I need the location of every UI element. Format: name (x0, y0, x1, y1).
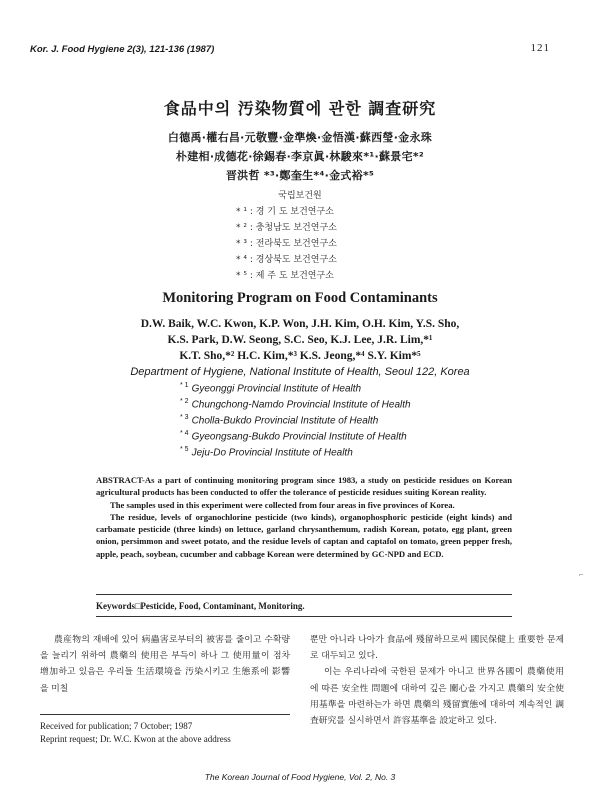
abstract-paragraph: The residue, levels of organochlorine pesticide (two kinds), organophosphoric pesticide (eight kinds) and carbamate pesticide (three kinds) on lettuce, garland chrysanthemum, radish Korean, potato, egg plant, green onion, persimmon and sweet potato, and the residue levels of captan and captafol on tomato, green pepper fresh, apple, peach, soybean, cucumber and cabbage Korean were determined by GC-NPD and ECD. (96, 511, 512, 559)
footnote-mark: * 4 (180, 430, 189, 437)
footnote-mark: * 1 (180, 382, 189, 389)
abstract-paragraph: The samples used in this experiment were collected from four areas in five provinces of Korea. (110, 499, 455, 510)
institute-name: Gyeongsang-Bukdo Provincial Institute of Health (191, 431, 407, 443)
body-paragraph: 農産物의 재배에 있어 病蟲害로부터의 被害를 줄이고 수확량을 늘리기 위하여 農藥의 使用은 부득이 하나 그 使用量이 점차 增加하고 있음은 우리들 生活環境을 汚染시키고 生態系에 影響을 미칠 (40, 635, 290, 694)
institute-line (180, 430, 407, 442)
footnote-mark: * 5 (180, 446, 189, 453)
body-left-column (40, 632, 290, 697)
body-paragraph: 뿐만 아니라 나아가 食品에 殘留하므로써 國民保健上 重要한 문제로 대두되고 있다. (310, 635, 564, 662)
korean-title: 食品中의 汚染物質에 관한 調査研究 (163, 99, 437, 118)
reprint-note: Reprint request; Dr. W.C. Kwon at the above address (40, 734, 231, 744)
margin-mark: ⌐ (579, 570, 584, 579)
footnote-divider (40, 714, 290, 715)
institute-line (180, 398, 411, 410)
institute-name: Gyeonggi Provincial Institute of Health (191, 383, 362, 395)
english-author-line: K.S. Park, D.W. Seong, S.C. Seo, K.J. Lee, J.R. Lim,*¹ (167, 334, 433, 346)
divider-line (96, 594, 512, 595)
received-note: Received for publication; 7 October; 1987 (40, 721, 193, 731)
keywords: Keywords□Pesticide, Food, Contaminant, Monitoring. (96, 601, 305, 611)
abstract-paragraph: ABSTRACT-As a part of continuing monitoring program since 1983, a study on pesticide residues on Korean agricultural products has been conducted to offer the tolerance of pesticide residues suiting Korean reality. (96, 475, 512, 498)
institute-line (180, 446, 353, 458)
institute-line (180, 414, 378, 426)
page-number: 121 (530, 42, 550, 54)
footnote-mark: * 2 (180, 398, 189, 405)
korean-sub-institute: * ³ : 전라북도 보건연구소 (236, 239, 337, 249)
korean-sub-institute: * ¹ : 경 기 도 보건연구소 (236, 207, 334, 217)
english-author-line: D.W. Baik, W.C. Kwon, K.P. Won, J.H. Kim, O.H. Kim, Y.S. Sho, (140, 318, 460, 330)
korean-sub-institute: * ⁵ : 제 주 도 보건연구소 (236, 271, 334, 281)
divider-line (96, 616, 512, 617)
english-title: Monitoring Program on Food Contaminants (162, 290, 438, 306)
department-affiliation: Department of Hygiene, National Institute of Health, Seoul 122, Korea (130, 366, 470, 378)
body-right-column (310, 632, 564, 729)
korean-author-line: 白德禹·權右昌·元敬豐·金準煥·金悟漢·蘇西瑩·金永珠 (167, 131, 433, 144)
body-paragraph: 이는 우리나라에 국한된 문제가 아니고 世界各國이 農藥使用에 따른 安全性 問題에 대하여 깊은 關心을 가지고 農藥의 安全使用基準을 마련하는가 하면 農藥의 殘留實態에 대하여 계속적인 調査研究를 실시하면서 許容基準을 設定하고 있다. (310, 667, 564, 727)
korean-institute: 국립보건원 (278, 191, 322, 201)
institute-name: Chungchong-Namdo Provincial Institute of Health (191, 399, 411, 411)
institute-line (180, 382, 361, 394)
korean-author-line: 晋洪哲 *³·鄭奎生*⁴·金式裕*⁵ (225, 169, 375, 182)
institute-name: Cholla-Bukdo Provincial Institute of Health (191, 415, 379, 427)
korean-sub-institute: * ² : 충청남도 보건연구소 (236, 223, 337, 233)
korean-author-line: 朴建相·成德花·徐錫春·李京眞·林駿來*¹·蘇景宅*² (175, 150, 425, 163)
institute-name: Jeju-Do Provincial Institute of Health (191, 447, 353, 459)
abstract (96, 474, 512, 560)
korean-sub-institute: * ⁴ : 경상북도 보건연구소 (236, 255, 337, 265)
journal-citation: Kor. J. Food Hygiene 2(3), 121-136 (1987) (30, 44, 215, 55)
journal-footer: The Korean Journal of Food Hygiene, Vol. 2, No. 3 (204, 772, 396, 782)
footnote-mark: * 3 (180, 414, 189, 421)
english-author-line: K.T. Sho,*² H.C. Kim,*³ K.S. Jeong,*⁴ S.Y. Kim*⁵ (179, 350, 421, 362)
